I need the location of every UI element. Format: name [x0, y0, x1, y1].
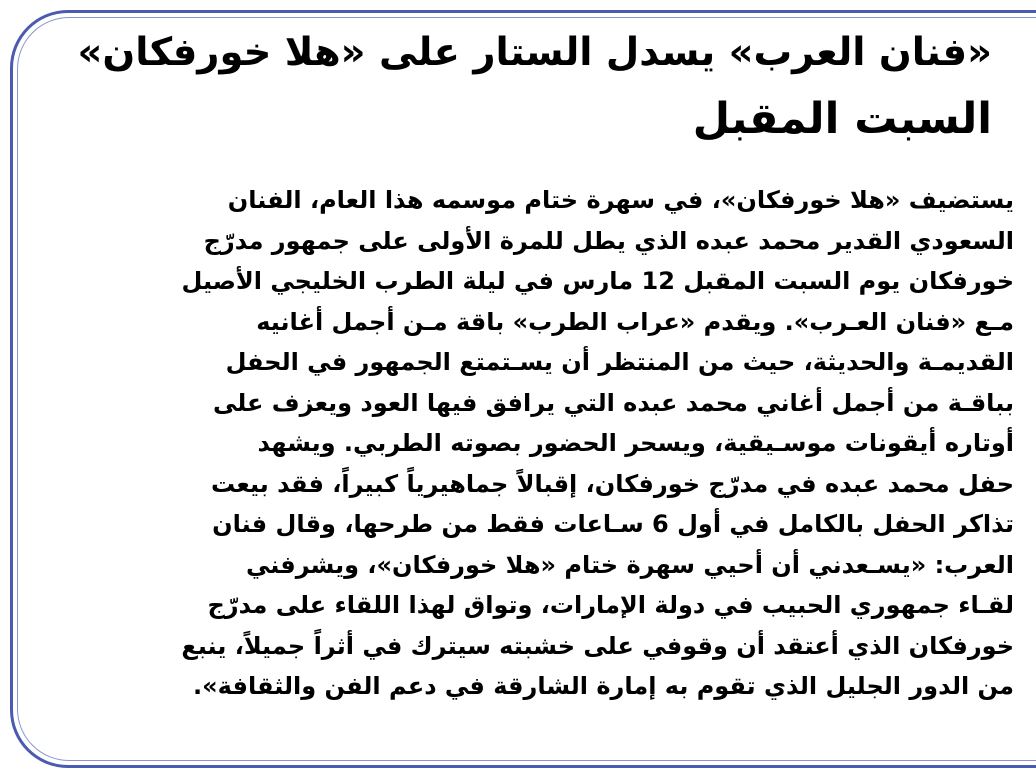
- body-line: خورفكان يوم السبت المقبل 12 مارس في ليلة الطرب الخليجي الأصيل: [181, 267, 1014, 295]
- body-line: يستضيف «هلا خورفكان»، في سهرة ختام موسمه هذا العام، الفنان: [227, 186, 1014, 214]
- headline-line-1: «فنان العرب» يسدل الستار على «هلا خورفكان»: [77, 30, 992, 75]
- body-line: خورفكان الذي أعتقد أن وقوفي على خشبته سيترك في أثراً جميلاً، ينبع: [181, 631, 1014, 660]
- body-line: من الدور الجليل الذي تقوم به إمارة الشارقة في دعم الفن والثقافة».: [193, 672, 1014, 700]
- article-body: [24, 180, 1014, 707]
- body-line: حفل محمد عبده في مدرّج خورفكان، إقبالاً جماهيرياً كبيراً، فقد بيعت: [210, 469, 1014, 498]
- body-line: القديمـة والحديثة، حيث من المنتظر أن يسـتمتع الجمهور في الحفل: [225, 348, 1014, 376]
- body-line: لقـاء جمهوري الحبيب في دولة الإمارات، وتواق لهذا اللقاء على مدرّج: [207, 591, 1014, 619]
- body-line: مـع «فنان العـرب». ويقدم «عراب الطرب» باقة مـن أجمل أغانيه: [256, 307, 1014, 336]
- body-line: أوتاره أيقونات موسـيقية، ويسحر الحضور بصوته الطربي. ويشهد: [257, 429, 1014, 457]
- body-line: العرب: «يسـعدني أن أحيي سهرة ختام «هلا خورفكان»، ويشرفني: [245, 550, 1014, 579]
- headline-line-2: السبت المقبل: [692, 94, 992, 144]
- article-headline: [72, 20, 992, 152]
- body-line: تذاكر الحفل بالكامل في أول 6 سـاعات فقط من طرحها، وقال فنان: [212, 510, 1014, 538]
- body-line: السعودي القدير محمد عبده الذي يطل للمرة الأولى على جمهور مدرّج: [203, 226, 1014, 255]
- body-line: بباقـة من أجمل أغاني محمد عبده التي يرافق فيها العود ويعزف على: [212, 388, 1014, 417]
